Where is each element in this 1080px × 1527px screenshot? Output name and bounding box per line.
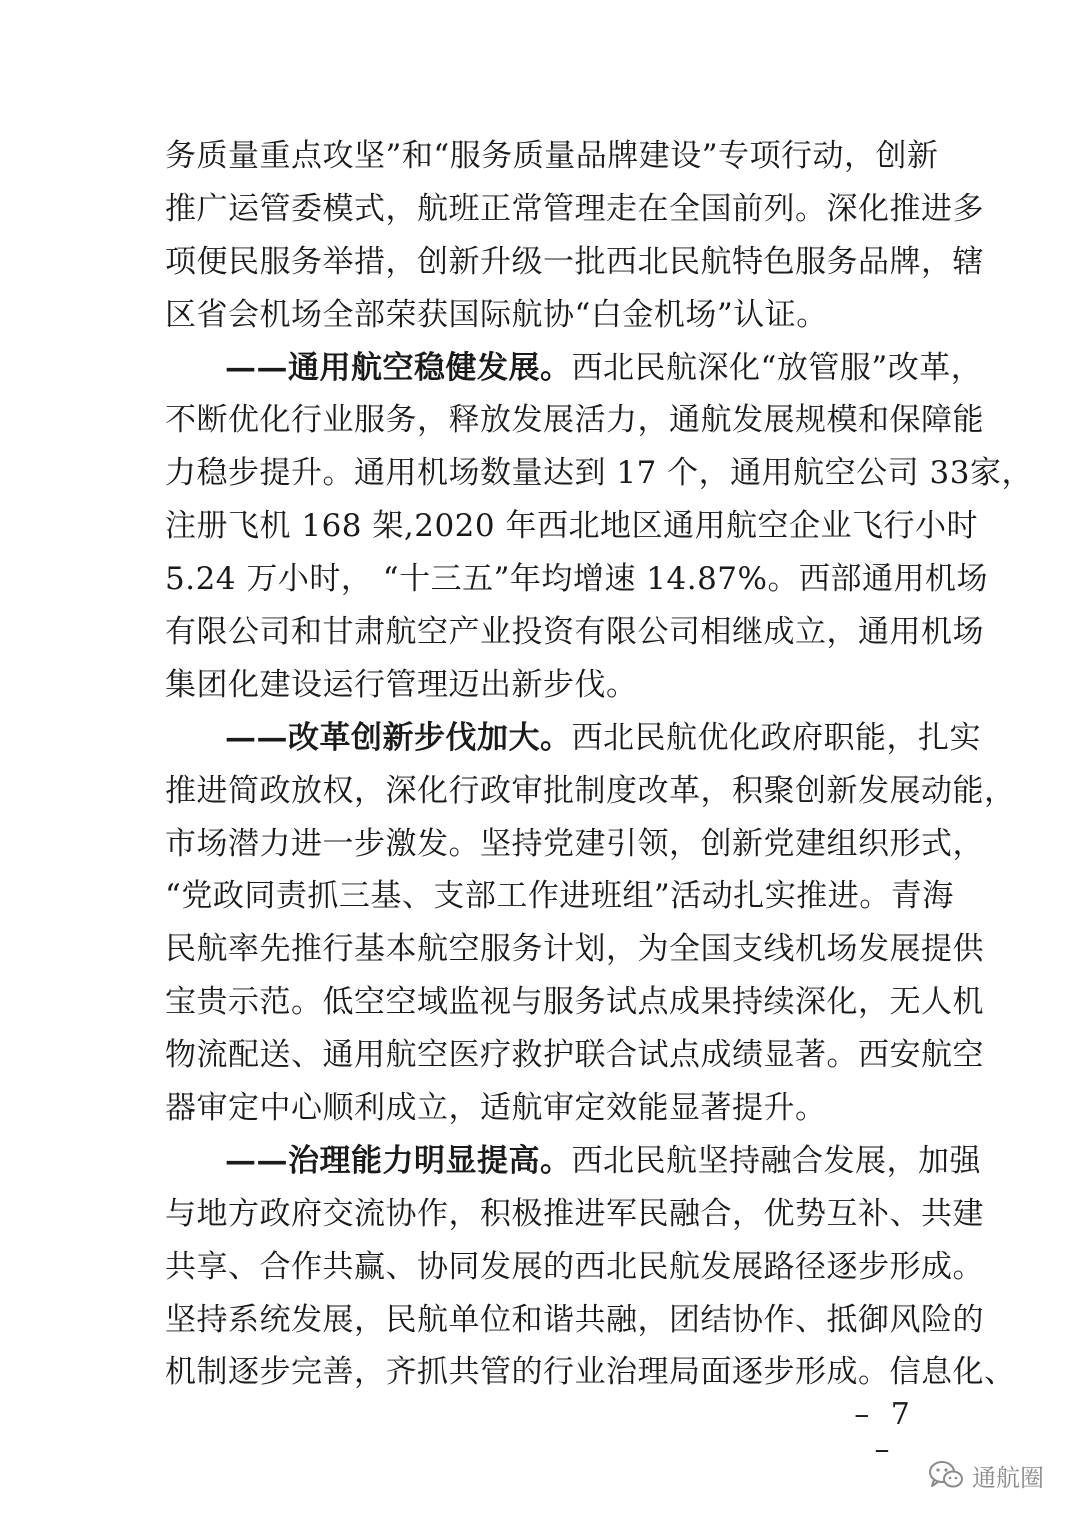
text-line: 物流配送、通用航空医疗救护联合试点成绩显著。西安航空 — [165, 1037, 984, 1074]
section-heading: ——改革创新步伐加大。 — [225, 719, 572, 756]
text-line: 推进简政放权，深化行政审批制度改革，积聚创新发展动能， — [165, 772, 1016, 809]
text-line: 宝贵示范。低空空域监视与服务试点成果持续深化，无人机 — [165, 984, 984, 1021]
watermark-text: 通航圈 — [972, 1463, 1044, 1492]
text-span: 西北民航深化“放管服”改革， — [571, 349, 983, 386]
text-line: 务质量重点攻坚”和“服务质量品牌建设”专项行动，创新 — [165, 138, 939, 174]
paragraph-first-line — [165, 1135, 981, 1188]
text-line: 5.24 万小时， “十三五”年均增速 14.87%。西部通用机场 — [165, 561, 988, 598]
text-line: 器审定中心顺利成立，适航审定效能显著提升。 — [165, 1090, 827, 1127]
text-span: 西北民航坚持融合发展，加强 — [571, 1142, 981, 1179]
text-line: 有限公司和甘肃航空产业投资有限公司相继成立，通用机场 — [165, 614, 984, 651]
text-line: 民航率先推行基本航空服务计划，为全国支线机场发展提供 — [165, 931, 984, 968]
wechat-icon — [928, 1460, 964, 1490]
text-line: “党政同责抓三基、支部工作进班组”活动扎实推进。青海 — [165, 878, 954, 915]
text-line: 推广运管委模式，航班正常管理走在全国前列。深化推进多 — [165, 190, 984, 227]
page-number: – 7 – — [854, 1397, 916, 1467]
text-line: 坚持系统发展，民航单位和谐共融，团结协作、抵御风险的 — [165, 1301, 984, 1338]
text-line: 机制逐步完善，齐抓共管的行业治理局面逐步形成。信息化、 — [165, 1354, 1016, 1391]
text-line: 共享、合作共赢、协同发展的西北民航发展路径逐步形成。 — [165, 1248, 984, 1285]
watermark — [928, 1455, 1044, 1495]
text-line: 项便民服务举措，创新升级一批西北民航特色服务品牌，辖 — [165, 243, 984, 280]
text-line: 与地方政府交流协作，积极推进军民融合，优势互补、共建 — [165, 1195, 984, 1232]
section-heading: ——通用航空稳健发展。 — [225, 349, 572, 386]
text-line: 区省会机场全部荣获国际航协“白金机场”认证。 — [165, 296, 828, 333]
paragraph-first-line — [165, 342, 983, 395]
section-heading: ——治理能力明显提高。 — [225, 1142, 572, 1179]
text-line: 集团化建设运行管理迈出新步伐。 — [165, 666, 638, 703]
text-line: 不断优化行业服务，释放发展活力，通航发展规模和保障能 — [165, 402, 984, 439]
text-span: 西北民航优化政府职能，扎实 — [571, 719, 981, 756]
text-line: 市场潜力进一步激发。坚持党建引领，创新党建组织形式， — [165, 825, 984, 862]
text-line: 力稳步提升。通用机场数量达到 17 个，通用航空公司 33家， — [165, 455, 1033, 492]
paragraph-first-line — [165, 712, 981, 765]
text-line: 注册飞机 168 架,2020 年西北地区通用航空企业飞行小时 — [165, 508, 978, 545]
body-text — [165, 130, 1033, 1399]
